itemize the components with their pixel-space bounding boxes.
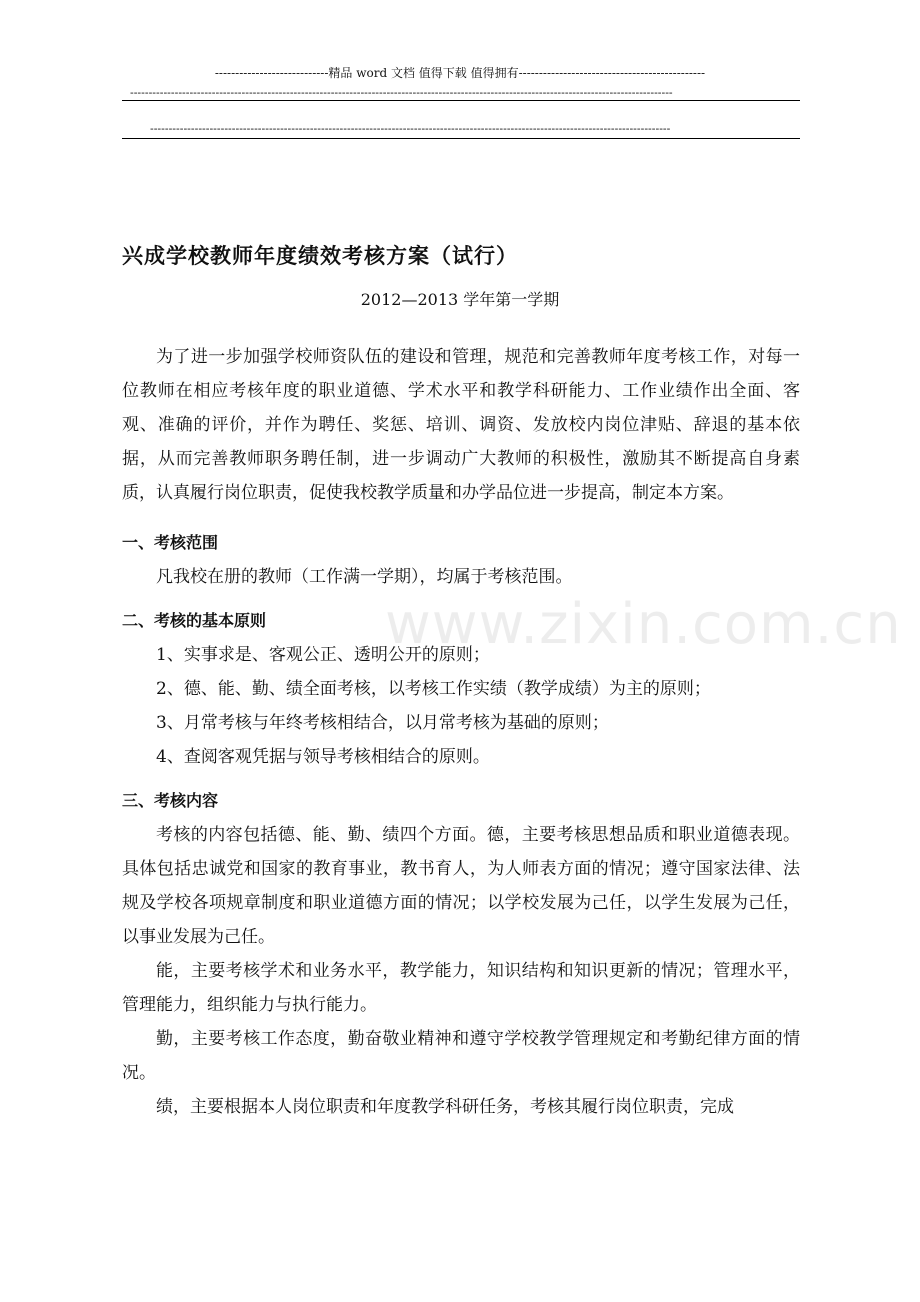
- document-title: 兴成学校教师年度绩效考核方案（试行）: [122, 244, 518, 268]
- header-banner: ----------------------------精品 word 文档 值得下载 值得拥有----------------------------------------------: [214, 66, 706, 80]
- section-heading-scope: 一、考核范围: [122, 533, 219, 552]
- content-paragraph: 勤，主要考核工作态度，勤奋敬业精神和遵守学校教学管理规定和考勤纪律方面的情况。: [122, 1029, 800, 1083]
- section-heading-principles: 二、考核的基本原则: [122, 611, 267, 630]
- principle-item: 2、德、能、勤、绩全面考核，以考核工作实绩（教学成绩）为主的原则；: [156, 679, 711, 699]
- watermark-text: www.zixin.com.cn: [385, 592, 902, 657]
- document-body: [122, 340, 800, 1124]
- header-rule-bottom: [122, 138, 800, 139]
- document-subtitle: 2012—2013 学年第一学期: [360, 290, 560, 309]
- header-dash-line-2: --------------------------------------------------------------------------------------------------------------------------------------------: [150, 122, 671, 135]
- principle-item: 3、月常考核与年终考核相结合，以月常考核为基础的原则；: [156, 713, 609, 733]
- principle-item: 4、查阅客观凭据与领导考核相结合的原则。: [156, 747, 490, 767]
- header-rule-top: [122, 100, 800, 101]
- content-paragraph: 能，主要考核学术和业务水平，教学能力，知识结构和知识更新的情况；管理水平，管理能力，组织能力与执行能力。: [122, 961, 800, 1015]
- section-heading-content: 三、考核内容: [122, 791, 219, 810]
- content-paragraph: 考核的内容包括德、能、勤、绩四个方面。德，主要考核思想品质和职业道德表现。具体包括忠诚党和国家的教育事业，教书育人，为人师表方面的情况；遵守国家法律、法规及学校各项规章制度和职业道德方面的情况；以学校发展为己任，以学生发展为己任，以事业发展为己任。: [122, 825, 800, 947]
- header-dash-line: --------------------------------------------------------------------------------------------------------------------------------------------------: [130, 86, 673, 99]
- section-scope-body: 凡我校在册的教师（工作满一学期），均属于考核范围。: [156, 567, 573, 587]
- principle-item: 1、实事求是、客观公正、透明公开的原则；: [156, 645, 490, 665]
- intro-paragraph: 为了进一步加强学校师资队伍的建设和管理，规范和完善教师年度考核工作，对每一位教师在相应考核年度的职业道德、学术水平和教学科研能力、工作业绩作出全面、客观、准确的评价，并作为聘任、奖惩、培训、调资、发放校内岗位津贴、辞退的基本依据，从而完善教师职务聘任制，进一步调动广大教师的积极性，激励其不断提高自身素质，认真履行岗位职责，促使我校教学质量和办学品位进一步提高，制定本方案。: [122, 347, 800, 503]
- content-paragraph: 绩，主要根据本人岗位职责和年度教学科研任务，考核其履行岗位职责，完成: [156, 1097, 734, 1117]
